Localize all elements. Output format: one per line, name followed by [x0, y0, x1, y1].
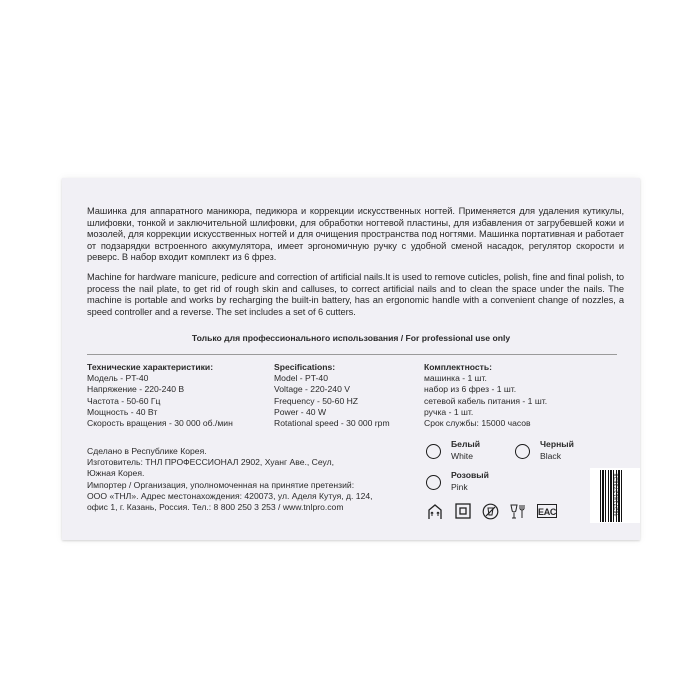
manufacturer-line: ООО «ТНЛ». Адрес местонахождения: 420073, ул. Аделя Кутуя, д. 124,	[87, 490, 373, 501]
specs-en-line: Frequency - 50-60 HZ	[274, 395, 359, 406]
manufacturer-line: Сделано в Республике Корея.	[87, 446, 207, 456]
barcode-bars	[600, 470, 624, 522]
package-line: Срок службы: 15000 часов	[424, 418, 531, 429]
barcode	[590, 468, 640, 523]
package-line: машинка - 1 шт.	[424, 373, 487, 384]
specs-en	[274, 362, 424, 429]
no-disposal-icon	[482, 503, 499, 520]
specs-ru-line: Частота - 50-60 Гц	[87, 395, 161, 406]
color-label-ru: Черный	[540, 439, 574, 449]
color-label-en: Black	[540, 451, 562, 461]
specs-ru-line: Мощность - 40 Вт	[87, 406, 158, 417]
specs-ru-line: Скорость вращения - 30 000 об./мин	[87, 418, 233, 429]
manufacturer-line: Южная Корея.	[87, 468, 145, 479]
eac-mark-icon: EAC	[537, 504, 557, 518]
specs-ru	[87, 362, 272, 429]
double-insulation-icon	[455, 503, 471, 519]
description-en: Machine for hardware manicure, pedicure and correction of artificial nails.It is used to remove cuticles, polish, fine and final polish, to process the nail plate, to get rid of rough skin and calluses, to correct artificial nails and to clean the space under the nails. The machine is portable and works by recharging the built-in battery, has an ergonomic handle with a convenient change of nozzles, a speed controller and a reverse. The set includes a set of 6 cutters.	[87, 272, 624, 317]
product-label-card	[62, 178, 640, 540]
color-circle	[426, 444, 441, 459]
package-line: набор из 6 фрез - 1 шт.	[424, 384, 517, 395]
color-label-en: White	[451, 451, 473, 461]
color-label-ru: Белый	[451, 439, 481, 449]
package-contents	[424, 362, 604, 429]
manufacturer-line: Изготовитель: ТНЛ ПРОФЕССИОНАЛ 2902, Хуанг Аве., Сеул,	[87, 457, 335, 468]
specs-ru-line: Напряжение - 220-240 В	[87, 384, 185, 395]
specs-en-line: Voltage - 220-240 V	[274, 384, 350, 395]
specs-ru-line: Модель - PT-40	[87, 373, 149, 384]
color-circle	[515, 444, 530, 459]
description-ru: Машинка для аппаратного маникюра, педикюра и коррекции искусственных ногтей. Применяется для удаления кутикулы, шлифовки, тонкой и заключительной шлифовки, для обработки ногтевой пластины, для избавления от загрубевшей кожи и мозолей, для коррекции искусственных ногтей и для очищения пространства под ногтями. Машинка портативная и работает от подзарядки встроенного аккумулятора, имеет эргономичную ручку с удобной сменой насадок, регулятор скорости и реверс. В набор входит комплект из 6 фрез.	[87, 206, 624, 263]
package-heading: Комплектность:	[424, 362, 493, 372]
manufacturer-info	[87, 446, 417, 513]
color-circle	[426, 475, 441, 490]
color-label-en: Pink	[451, 482, 468, 492]
package-line: сетевой кабель питания - 1 шт.	[424, 395, 548, 406]
manufacturer-line: офис 1, г. Казань, Россия. Тел.: 8 800 250 3 253 / www.tnlpro.com	[87, 502, 344, 513]
specs-en-line: Rotational speed - 30 000 rpm	[274, 418, 390, 429]
barcode-number: 4627181273528	[614, 473, 620, 517]
package-line: ручка - 1 шт.	[424, 406, 474, 417]
specs-ru-heading: Технические характеристики:	[87, 362, 214, 372]
box-orientation-icon	[427, 503, 443, 520]
manufacturer-line: Импортер / Организация, уполномоченная на принятие претензий:	[87, 479, 355, 490]
divider	[87, 354, 617, 355]
glass-fork-icon	[509, 503, 525, 520]
professional-use-note: Только для профессионального использования / For professional use only	[191, 333, 511, 343]
specs-en-heading: Specifications:	[274, 362, 336, 372]
color-label-ru: Розовый	[451, 470, 489, 480]
specs-en-line: Model - PT-40	[274, 373, 328, 384]
specs-en-line: Power - 40 W	[274, 406, 327, 417]
